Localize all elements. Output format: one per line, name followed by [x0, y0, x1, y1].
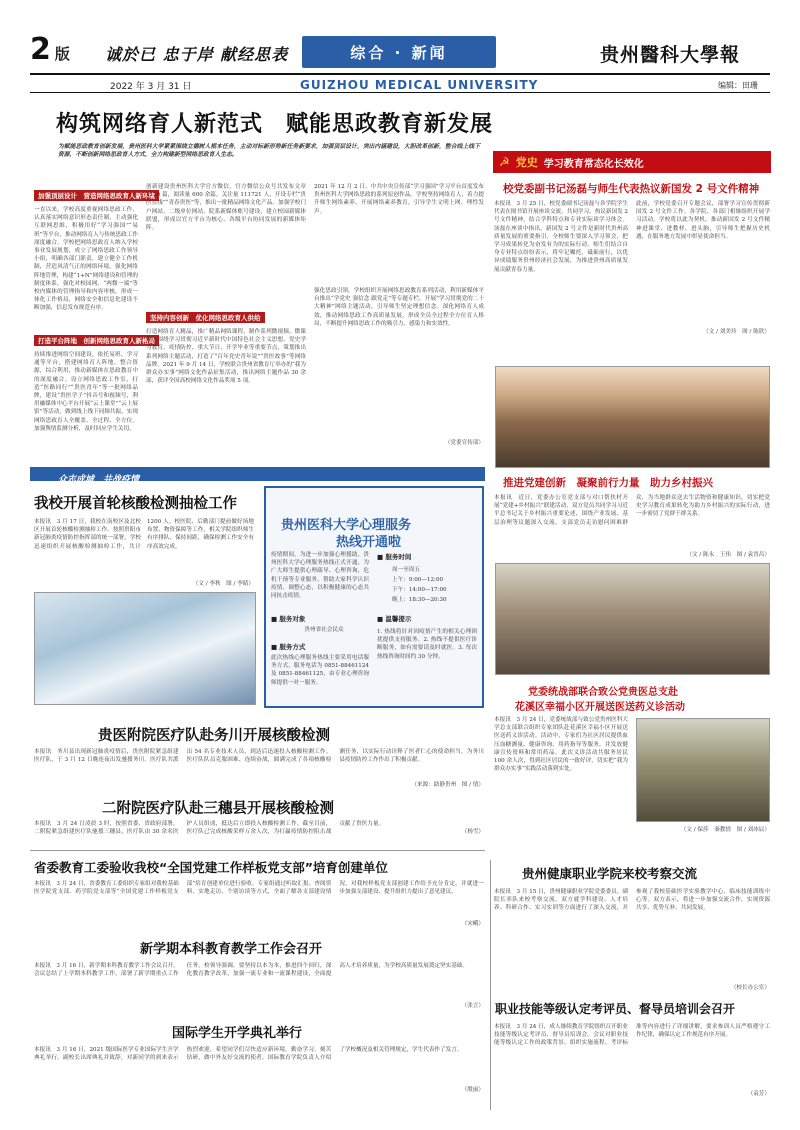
lead-sub-3: 坚持内容创新 优化网络思政育人供给	[146, 312, 265, 323]
teaching-byline: （张言）	[461, 1003, 484, 1009]
wuchuan-body: 本报讯 务川县出现新冠肺炎疫情后，贵医附院紧急组建医疗队，于 3 月 12 日晚连夜出发驰援务川。医疗队共派出 54 名专业技术人员，到达后迅速投入核酸检测工作。医疗队队员克服困难、连续奋战，圆满完成了各项核酸检测任务，以实际行动诠释了医者仁心的使命担当，为务川县疫情防控工作作出了积极贡献。	[34, 749, 484, 764]
wuchuan-title: 贵医附院医疗队赴务川开展核酸检测	[98, 728, 330, 744]
intl-title: 国际学生开学典礼举行	[172, 1026, 303, 1041]
lead-sub-1: 加强顶层设计 营造网络思政育人新环境	[34, 190, 159, 201]
lead-byline: （党委宣传部）	[444, 440, 484, 446]
header-rule-2	[30, 92, 770, 93]
editor: 编辑：田珊	[718, 81, 758, 90]
slogan: 诚於已 忠于岸 献经思表	[105, 45, 289, 64]
lead-col2-text: 创新建设贵州医科大学官方微信，官方微信公众号共发布文章 1120 篇，阅读量 600 余篇，关注量 111721 人，开设专栏“贵医在线”“青春贵医”等，推出一批精品网络文化产品。加强学校门户网站、二级单位网站、院系新媒体账号建设，建立校园新媒体联盟，形成以官方平台为核心、各级平台协同发展的新媒体矩阵。	[146, 184, 306, 232]
sansui-title: 二附院医疗队赴三穗县开展核酸检测	[102, 801, 334, 817]
nat-test-body: 本报讯 3 月 17 日，我校在南校区及北校区开展首轮核酸检测抽检工作。按照贵阳市新冠肺炎疫情防控指挥部的统一部署，学校迅速组织开展核酸检测抽检工作，共计 1200 人。校医院、后勤部门提前做好场地布置、物资保障等工作，相关学院组织师生有序排队、保持间距，确保检测工作安全有序高效完成。	[34, 519, 254, 550]
rural-body: 本报讯 近日，党委办公室党支部与对口帮扶村开展“党建+乡村振兴”联建活动，双方党员共同学习习近平总书记关于乡村振兴重要论述，围绕产业发展、基层治理等议题深入交流。支部党员走访慰问困难群众，为当地群众送去生活物资和健康知识，切实把党史学习教育成果转化为助力乡村振兴的实际行动，进一步密切了党群干群关系。	[494, 495, 770, 526]
sansui-body: 本报讯 3 月 24 日凌晨 3 时，按照省委、省政府部署，二附院紧急组建医疗队驰援三穗县，医疗队由 30 余名医护人员组成，抵达后立即投入核酸检测工作。截至目前，医疗队已完成核酸采样万余人次，为打赢疫情防控阻击战贡献了贵医力量。	[34, 821, 385, 836]
party-title: 校党委副书记汤磊与师生代表热议新国发 2 号文件精神	[503, 183, 760, 195]
right-divider	[490, 860, 491, 1110]
party-banner	[493, 151, 771, 173]
lead-title: 构筑网络育人新范式 赋能思政教育新发展	[56, 112, 494, 137]
rural-title: 推进党建创新 凝聚前行力量 助力乡村振兴	[503, 477, 713, 489]
sansui-byline: （杨雪）	[461, 829, 484, 835]
health-college-body: 本报讯 3 月 15 日，贵州健康职业学院党委委员、副院长率队来校考察交流。双方就学科建设、人才培养、科研合作、实习实训等方面进行了深入交流，并参观了我校基础医学实验教学中心、临床技能训练中心等。双方表示，将进一步加强交流合作，实现资源共享、优势互补、共同发展。	[494, 889, 770, 912]
intl-body: 本报讯 3 月 16 日，2021 级国际医学专业国际学生开学典礼举行。副校长出席典礼并致辞，对新同学的到来表示热烈欢迎，希望同学们尽快适应新环境，勤奋学习、刻苦钻研，做中外友好交流的使者。国际教育学院负责人介绍了学校概况及相关管理规定，学生代表作了发言。	[34, 1047, 463, 1062]
lead-col-3	[314, 183, 484, 461]
english-name: GUIZHOU MEDICAL UNIVERSITY	[300, 78, 539, 92]
hotline-title-b: 热线开通啦	[336, 535, 402, 550]
lead-col3b-text: 强化思政引领，学校组织开展网络思政教育系列活动，利用新媒体平台推出“学党史 强信念 跟党走”等专题专栏。开展“学习贯彻党的二十大精神”网络主题活动，引导师生坚定理想信念。深化网络育人成效，推动网络思政工作高质量发展，形成全员全过程全方位育人格局，不断提升网络思政工作的吸引力、感染力和实效性。	[314, 288, 484, 327]
hotline-title-a: 贵州医科大学心理服务	[281, 518, 412, 533]
hotline-time-am: 上午：9:00—12:00	[392, 577, 444, 583]
clinic-title: 党委统战部联合致公党贵医总支赴	[528, 687, 678, 698]
nat-test-byline: （文 / 李秋 图 / 李睛）	[192, 581, 254, 587]
party-branch-byline: （宋峨）	[461, 921, 484, 927]
hotline-time-label: ■ 服务时间	[377, 553, 412, 561]
skills-title: 职业技能等级认定考评员、督导员培训会召开	[495, 1002, 736, 1016]
page-number-digit: 2	[30, 32, 51, 67]
party-column-title: 学习教育常态化长效化	[543, 158, 644, 170]
hotline-feature: 此次热线心理服务热线主要采用电话服务方式，服务电话为 0851-88461124 及 0851-88461125，由专业心理咨询师提供一对一服务。	[271, 655, 369, 686]
party-byline: （文 / 刘美玲 图 / 陈欣）	[703, 329, 770, 335]
teaching-body: 本报讯 3 月 16 日，新学期本科教育教学工作会议召开。会议总结了上学期本科教学工作，部署了新学期重点工作任务。校领导强调，要坚持以本为本，推进四个回归，深化教育教学改革，加强一流专业和一流课程建设，全面提高人才培养质量，为学校高质量发展奠定坚实基础。	[34, 963, 468, 978]
lead-col1b-text: 持续推进网络空间建设，依托易班、学习通等平台，搭建网络育人阵地，整合资源，综合利用，推动新媒体在思政教育中的深度融合。设立网络思政工作室，打造“医路同行”“贵医青年”等一批网络品牌，建设“贵医学子”抖音号和视频号，利用融媒体中心平台开展“云上课堂”“云上展馆”等活动，做到线上线下同频共振，实现网络思政育人全覆盖、全过程、全方位。加强舆情监测分析，及时回应学生关切。	[34, 352, 138, 432]
hotline-time: 周一至周五	[392, 567, 420, 573]
section-bar	[302, 36, 496, 68]
feature-banner	[30, 467, 485, 485]
party-branch-title: 省委教育工委验收我校“全国党建工作样板党支部”培育创建单位	[34, 860, 388, 875]
lead-col3-text: 2021 年 12 月 2 日，中共中央宣传部“学习强国”学习平台首度发布贵州医科大学网络思政的系列原创作品。学校坚持网络育人，着力提升师生网络素养，开展网络素养教育，引导学生文明上网、理性发声。	[314, 184, 484, 215]
party-emblem-icon: ☭	[499, 155, 510, 169]
intl-byline: （殷丽）	[461, 1087, 484, 1093]
party-branch-body: 本报讯 3 月 24 日，省委教育工委组织专家组对我校基础医学院党支部、药学院党支部等“全国党建工作样板党支部”培育创建单位进行验收。专家组通过听取汇报、查阅资料、实地走访、个别访谈等方式，全面了解各支部建设情况，对我校样板党支部创建工作给予充分肯定，并就进一步加强支部建设、提升组织力提出了意见建议。	[34, 881, 484, 896]
clinic-photo	[636, 718, 770, 822]
lead-intro: 为赋能思政教育创新发展，贵州医科大学紧紧围绕立德树人根本任务，主动对标新形势新任务新要求，加强顶层设计，突出内涵建设，大胆改革创新，整合线上线下资源，不断创新网络思政育人方式，全力构建新型网络思政育人生态。	[58, 144, 480, 159]
party-body-2: 此前，学校党委召开专题会议，部署学习宣传贯彻新国发 2 号文件工作。各学院、各部门相继组织开展学习活动。学校将以此为契机，推动新国发 2 号文件精神进课堂、进教材、进头脑，引导师生把握历史机遇，在服务地方发展中彰显使命担当。	[636, 201, 770, 240]
hotline-service: 贵州省社会民众	[304, 627, 344, 633]
skills-byline: （袁芳）	[747, 1091, 770, 1097]
header-rule	[30, 73, 770, 75]
masthead: 贵州醫科大學報	[600, 44, 741, 66]
nat-test-photo	[34, 592, 256, 705]
lead-col-1	[34, 183, 155, 461]
clinic-title-2: 花溪区幸福小区开展送医送药义诊活动	[515, 702, 685, 713]
health-college-byline: （校长办公室）	[730, 985, 770, 991]
hotline-tips-label-text: 温馨提示	[385, 615, 412, 623]
issue-date: 2022 年 3 月 31 日	[110, 82, 192, 92]
lead-sub-2: 打造平台阵地 创新网络思政育人新格局	[34, 335, 159, 346]
lead-col-2	[146, 183, 306, 461]
hotline-feature-label-text: 服务方式	[279, 643, 306, 651]
hotline-time-pm: 下午：14:00—17:00	[392, 587, 447, 593]
feature-column: 众志成城 共战疫情	[58, 475, 140, 485]
section-title: 综合 · 新闻	[350, 43, 448, 62]
teaching-title: 新学期本科教育教学工作会召开	[140, 942, 323, 957]
party-body: 本报讯 3 月 25 日，校党委副书记汤磊与各学院学生代表在图书馆开展座谈交流，共同学习、热议新国发 2 号文件精神，结合学科特点和专业实际谈学习体会。汤磊在座谈中指出，新国发 2 号文件是新时代贵州高质量发展的重要指引，全校师生要深入学习领会，把学习成果转化为奋发有为的实际行动。师生们结合自身专业特点纷纷表示，将牢记嘱托、砥砺前行，以优异成绩服务贵州经济社会发展，为推进贵州高质量发展贡献青春力量。	[494, 201, 628, 273]
hotline-service-label: ■ 服务对象	[271, 615, 306, 623]
clinic-byline: （文 / 保莎 秦教情 图 / 刘冰辰）	[680, 827, 770, 833]
party-photo	[495, 366, 770, 468]
hotline-feature-label: ■ 服务方式	[271, 643, 306, 651]
bottom-rule	[30, 850, 485, 851]
rural-byline: （文 / 陈永 王伟 图 / 袁晋昌）	[686, 552, 770, 558]
hotline-service-label-text: 服务对象	[279, 615, 306, 623]
hotline-intro: 疫情期间，为进一步加强心理援助，贵州医科大学心理服务热线正式开通，为广大师生提供心理疏导、心理咨询、危机干预等专业服务，帮助大家科学认识疫情、调整心态，以积极健康的心态共同抗击疫情。	[271, 552, 369, 600]
rural-photo	[495, 563, 770, 675]
skills-body: 本报讯 3 月 24 日，成人继续教育学院组织召开职业技能等级认定考评员、督导员培训会。会议对职业技能等级认定工作的政策背景、组织实施流程、考评标准等内容进行了详细讲解，要求参训人员严格遵守工作纪律，确保认定工作规范有序开展。	[494, 1024, 770, 1047]
lead-col2b-text: 打造网络育人精品，推广精品网络课程，制作系列微视频、微课程。围绕学习贯彻习近平新时代中国特色社会主义思想、党史学习教育、疫情防控、重大节日、开学毕业等重要节点，策划推出系列网络主题活动，打造了“百年党史青年说”“贵医故事”等网络品牌。2021 年 9 月 14 日，学校联合贵州省教育厅举办的“我为群众办实事”网络文化作品征集活动，推出网络主题作品 30 余部，获评全国高校网络文化作品奖项 5 项。	[146, 329, 306, 385]
nat-test-title: 我校开展首轮核酸检测抽检工作	[34, 496, 237, 512]
page-suffix: 版	[54, 45, 70, 63]
hotline-time-label-text: 服务时间	[385, 553, 412, 561]
wuchuan-byline: （来源：助静贵州 图 / 情）	[411, 782, 484, 788]
hotline-tips-label: ■ 温馨提示	[377, 615, 412, 623]
hotline-tips: 1. 热线将针对因疫情产生的相关心理困扰提供支持服务。2. 热线不提供医疗诊断服务，如有需要请及时就医。3. 每次热线咨询时间约 30 分钟。	[377, 629, 477, 660]
hotline-time-eve: 晚上：18:30—20:30	[392, 597, 447, 603]
party-column-tag: 党史	[515, 156, 538, 169]
lead-col1-text: 一直以来，学校高度重视网络思政工作，认真落实网络意识形态责任制，主动强化互联网思维，积极用好“学习强国”“易班”等平台，推动网络育人与传统思政工作深度融合。学校把网络思政育人纳入学校事业发展规划，成立了网络思政工作领导小组，明确各部门职责，建立健全工作机制，营造风清气正的网络环境。强化网络阵地管理，构建“1+N”网络建设和管理的制度体系，强化对校园网、“两微一端”等校内媒体的管理指导和内容审核，形成一体化工作格局，网络安全和信息化建设不断加强，信息发布规范有序。	[34, 207, 138, 312]
clinic-body: 本报讯 3 月 24 日，党委统战部与致公党贵州医科大学总支部联合组织专家团队赴花溪区幸福小区开展送医送药义诊活动。活动中，专家们为社区居民提供血压血糖测量、健康咨询、用药指导等服务，并发放健康宣传资料和常用药品。此次义诊活动共服务居民 100 余人次，得到社区居民的一致好评，切实把“我为群众办实事”实践活动落到实处。	[494, 717, 628, 773]
health-college-title: 贵州健康职业学院来校考察交流	[522, 866, 698, 881]
